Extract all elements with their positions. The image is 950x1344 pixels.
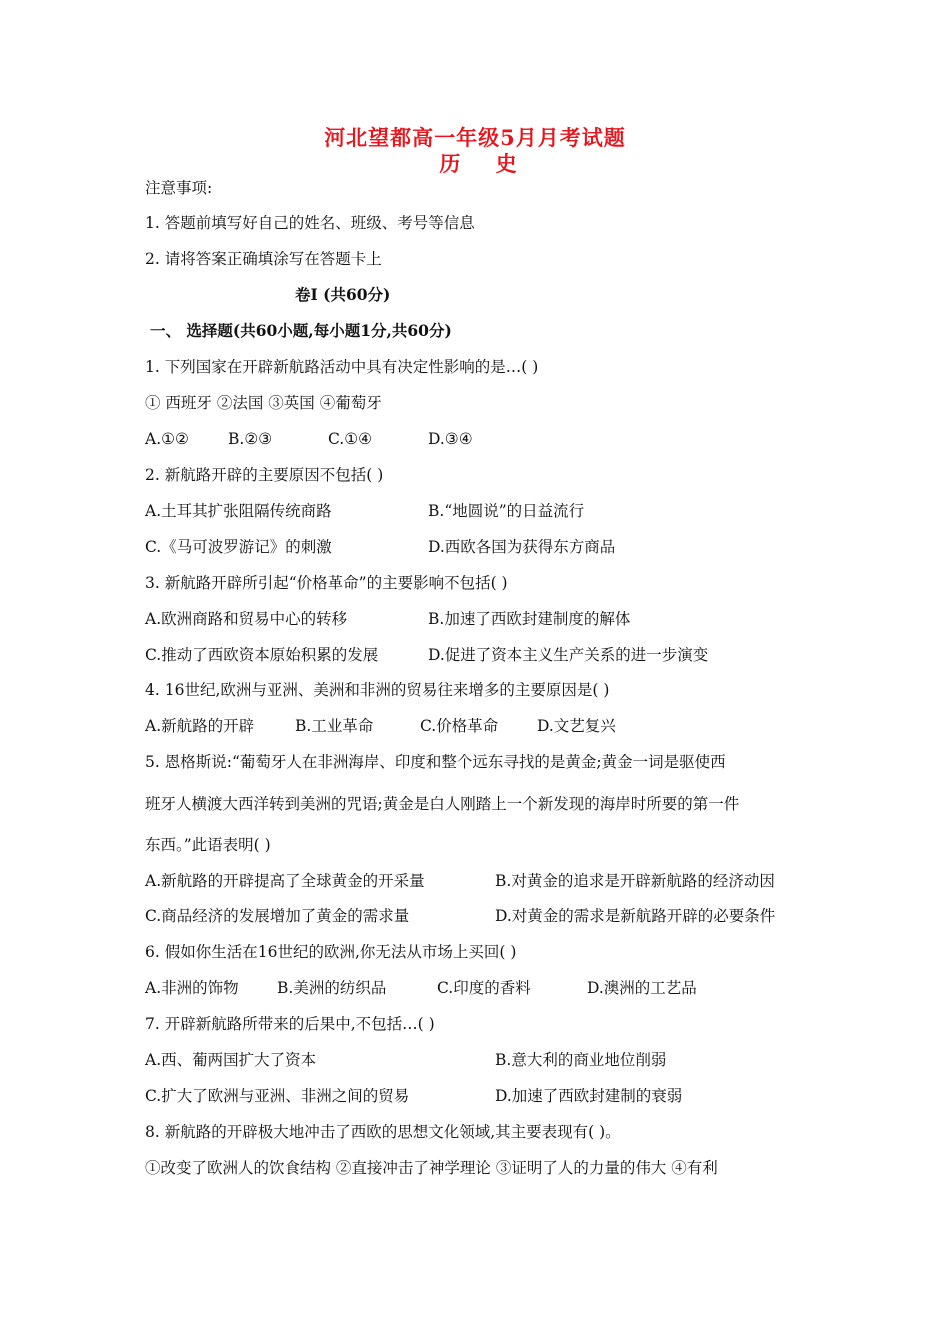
question-4-option-b: B.工业革命 [295,717,374,735]
question-1-option-d: D.③④ [428,430,473,448]
question-4-stem: 4. 16世纪,欧洲与亚洲、美洲和非洲的贸易往来增多的主要原因是( ) [145,681,610,699]
notice-item-2: 2. 请将答案正确填涂写在答题卡上 [145,250,382,268]
question-7-option-c: C.扩大了欧洲与亚洲、非洲之间的贸易 [145,1087,410,1105]
question-3-option-a: A.欧洲商路和贸易中心的转移 [145,610,348,628]
exam-title: 河北望都高一年级5月月考试题 [324,125,626,150]
question-3-option-b: B.加速了西欧封建制度的解体 [428,610,631,628]
question-2-option-b: B.“地圆说”的日益流行 [428,502,585,520]
notice-heading: 注意事项: [145,179,213,197]
question-4-option-a: A.新航路的开辟 [145,717,255,735]
question-2-option-a: A.土耳其扩张阻隔传统商路 [145,502,332,520]
question-5-stem-line-1: 5. 恩格斯说:“葡萄牙人在非洲海岸、印度和整个远东寻找的是黄金;黄金一词是驱使西 [145,753,726,771]
question-5-stem-line-2: 班牙人横渡大西洋转到美洲的咒语;黄金是白人刚踏上一个新发现的海岸时所要的第一件 [145,795,740,813]
question-4-option-d: D.文艺复兴 [537,717,616,735]
question-1-option-a: A.①② [145,430,189,448]
volume-heading: 卷Ⅰ (共60分) [295,285,391,304]
question-3-stem: 3. 新航路开辟所引起“价格革命”的主要影响不包括( ) [145,574,508,592]
question-2-stem: 2. 新航路开辟的主要原因不包括( ) [145,466,384,484]
question-3-option-d: D.促进了资本主义生产关系的进一步演变 [428,646,709,664]
question-1-option-c: C.①④ [328,430,373,448]
question-5-stem-line-3: 东西。”此语表明( ) [145,836,271,854]
question-1-option-b: B.②③ [228,430,273,448]
question-1-stem: 1. 下列国家在开辟新航路活动中具有决定性影响的是…( ) [145,358,539,376]
question-7-option-a: A.西、葡两国扩大了资本 [145,1051,317,1069]
question-6-option-b: B.美洲的纺织品 [277,979,387,997]
question-8-items: ①改变了欧洲人的饮食结构 ②直接冲击了神学理论 ③证明了人的力量的伟大 ④有利 [145,1159,718,1177]
question-6-option-a: A.非洲的饰物 [145,979,239,997]
section-heading: 一、 选择题(共60小题,每小题1分,共60分) [150,321,452,340]
question-2-option-c: C.《马可波罗游记》的刺激 [145,538,332,556]
question-6-stem: 6. 假如你生活在16世纪的欧洲,你无法从市场上买回( ) [145,943,517,961]
question-5-option-b: B.对黄金的追求是开辟新航路的经济动因 [495,872,775,890]
question-4-option-c: C.价格革命 [420,717,499,735]
question-5-option-a: A.新航路的开辟提高了全球黄金的开采量 [145,872,425,890]
notice-item-1: 1. 答题前填写好自己的姓名、班级、考号等信息 [145,214,475,232]
question-5-option-c: C.商品经济的发展增加了黄金的需求量 [145,907,410,925]
question-7-stem: 7. 开辟新航路所带来的后果中,不包括…( ) [145,1015,435,1033]
question-1-items: ① 西班牙 ②法国 ③英国 ④葡萄牙 [145,394,382,412]
question-6-option-c: C.印度的香料 [437,979,531,997]
question-5-option-d: D.对黄金的需求是新航路开辟的必要条件 [495,907,776,925]
question-7-option-d: D.加速了西欧封建制的衰弱 [495,1087,683,1105]
question-8-stem: 8. 新航路的开辟极大地冲击了西欧的思想文化领域,其主要表现有( )。 [145,1123,621,1141]
question-6-option-d: D.澳洲的工艺品 [587,979,697,997]
question-3-option-c: C.推动了西欧资本原始积累的发展 [145,646,379,664]
exam-subject: 历 史 [439,151,531,176]
question-2-option-d: D.西欧各国为获得东方商品 [428,538,616,556]
question-7-option-b: B.意大利的商业地位削弱 [495,1051,667,1069]
